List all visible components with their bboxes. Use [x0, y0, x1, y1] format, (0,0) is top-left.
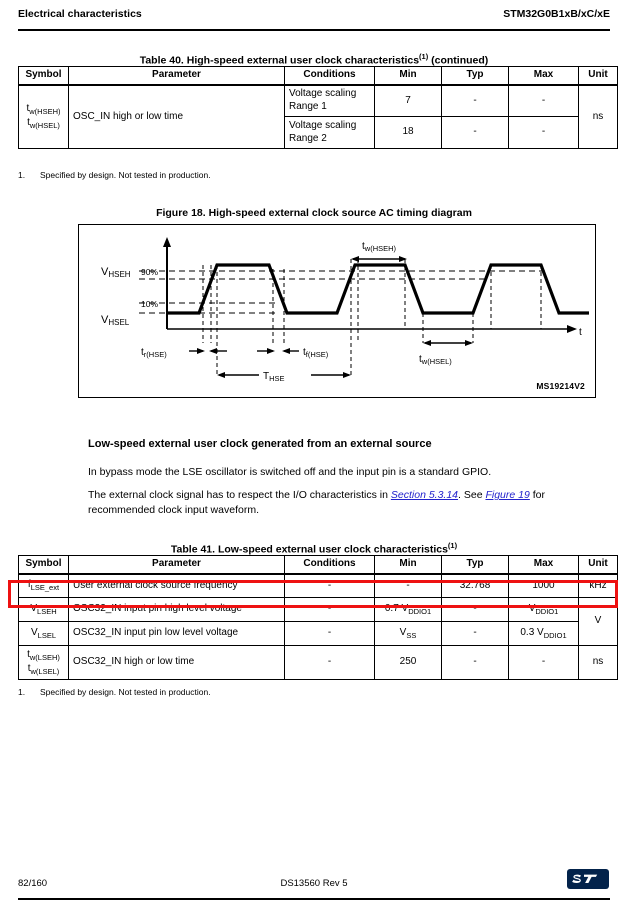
header-rule — [18, 29, 610, 31]
table40-cell-symbol — [19, 85, 69, 149]
table41-cell-max: 0.3 $V_{DDIO1}$ — [509, 622, 579, 646]
table41-cell-max: $V_{DDIO1}$ — [509, 598, 579, 622]
table41-max-subscript: DDIO1 — [535, 606, 559, 616]
table41-symbol-line2: $t_{w(LSEL)}$ — [27, 662, 60, 676]
table41-cell-max: - — [509, 646, 579, 680]
table40-caption — [0, 52, 628, 67]
header-part-number: STM32G0B1xB/xC/xE — [503, 8, 610, 20]
paragraph-2-text-c: for recommended clock input waveform. — [88, 489, 545, 516]
table41-col-conditions: Conditions — [285, 556, 375, 574]
table40-footnote — [18, 170, 211, 180]
table41-min-subscript: DDIO1 — [408, 606, 432, 616]
table40-cell-typ: - — [442, 117, 509, 149]
table41-caption-footnote-marker: (1) — [447, 541, 458, 550]
table41-col-typ: Typ — [442, 556, 509, 574]
table41-cell-unit: ns — [579, 646, 618, 680]
table41-cell-symbol — [19, 646, 69, 680]
footer-document-id: DS13560 Rev 5 — [280, 878, 348, 889]
svg-text:VHSEH: VHSEH — [101, 266, 131, 279]
table41-cell-conditions: - — [285, 574, 375, 598]
footer-page-number: 82/160 — [18, 878, 48, 889]
table41-cell-parameter: User external clock source frequency — [69, 574, 285, 598]
footer-rule — [18, 898, 610, 900]
table40-col-min: Min — [375, 67, 442, 85]
link-figure-19[interactable]: Figure 19 — [485, 489, 530, 501]
table40-conditions-line2: Range 2 — [289, 132, 327, 144]
table41-caption-text: Table 41. Low-speed external user clock characteristics — [170, 543, 448, 556]
table41-symbol-sub: LSE_ext — [30, 583, 60, 593]
table41-cell-unit: kHz — [579, 574, 618, 598]
table40-footnote-number: 1. — [18, 170, 26, 180]
svg-text:THSE: $T_{HSE}$ — [263, 371, 285, 383]
table40-cell-conditions — [285, 85, 375, 117]
table40-conditions-line2: Range 1 — [289, 100, 327, 112]
table41-caption — [0, 541, 628, 556]
table40 — [18, 66, 618, 149]
table41-min-subscript: SS — [406, 630, 417, 640]
table41-row — [19, 646, 618, 680]
table40-cell-unit: ns — [579, 85, 618, 149]
table40-caption-continued: (continued) — [428, 54, 489, 67]
svg-text:t: t — [579, 327, 582, 338]
section-paragraph-1: In bypass mode the LSE oscillator is switched off and the input pin is a standard GPIO. — [88, 466, 492, 478]
svg-text:tr(HSE): $t_{r(HSE)}$ — [141, 347, 167, 359]
table41-cell-min: 250 — [375, 646, 442, 680]
table40-conditions-line1: Voltage scaling — [289, 88, 357, 100]
table41-cell-typ: 32.768 — [442, 574, 509, 598]
table40-caption-text: Table 40. High-speed external user clock characteristics — [139, 54, 420, 67]
table40-cell-parameter: OSC_IN high or low time — [69, 85, 285, 149]
table40-col-typ: Typ — [442, 67, 509, 85]
table41-cell-symbol — [19, 622, 69, 646]
table41-cell-parameter: OSC32_IN input pin high level voltage — [69, 598, 285, 622]
table40-cell-typ: - — [442, 85, 509, 117]
table41-symbol-sub: LSEH — [37, 606, 57, 616]
table40-cell-max: - — [509, 85, 579, 117]
table41-cell-unit: V — [579, 598, 618, 646]
link-section-5-3-14[interactable]: Section 5.3.14 — [390, 489, 459, 501]
table41-footnote — [18, 687, 211, 697]
table40-cell-min: 18 — [375, 117, 442, 149]
table41-cell-typ: - — [442, 598, 509, 622]
svg-text:tw(HSEH): $t_{w(HSEH)}$ — [362, 241, 397, 253]
table40-col-unit: Unit — [579, 67, 618, 85]
table41-cell-parameter: OSC32_IN high or low time — [69, 646, 285, 680]
table40-symbol-sub2: w(HSEL) — [29, 120, 60, 130]
table41-cell-max: 1000 — [509, 574, 579, 598]
table41-max-subscript: DDIO1 — [543, 630, 567, 640]
table41-col-parameter: Parameter — [69, 556, 285, 574]
table41-col-unit: Unit — [579, 556, 618, 574]
svg-text:10%: 10% — [141, 299, 159, 309]
table41-cell-symbol — [19, 598, 69, 622]
table40-conditions-line1: Voltage scaling — [289, 120, 357, 131]
section-heading: Low-speed external user clock generated from an external source — [88, 438, 432, 450]
table41-col-symbol: Symbol — [19, 556, 69, 574]
table41-symbol-line1: $t_{w(LSEH)}$ — [27, 649, 60, 663]
table40-symbol-line2: $t_{w(HSEL)}$ — [27, 116, 60, 130]
table41-row — [19, 574, 618, 598]
table41 — [18, 555, 618, 680]
table41-footnote-number: 1. — [18, 687, 26, 697]
table40-row — [19, 85, 618, 117]
table40-symbol-line1: $t_{w(HSEH)}$ — [26, 103, 61, 117]
table41-cell-symbol — [19, 574, 69, 598]
figure18-timing-diagram — [79, 225, 595, 397]
table41-cell-conditions: - — [285, 622, 375, 646]
table40-col-conditions: Conditions — [285, 67, 375, 85]
table40-footnote-text: Specified by design. Not tested in production. — [40, 170, 211, 180]
table40-cell-min: 7 — [375, 85, 442, 117]
figure18-caption: Figure 18. High-speed external clock source AC timing diagram — [156, 207, 472, 219]
table41-footnote-text: Specified by design. Not tested in production. — [40, 687, 211, 697]
svg-text:tf(HSE): $t_{f(HSE)}$ — [303, 347, 329, 359]
svg-text:tw(HSEL): $t_{w(HSEL)}$ — [419, 354, 452, 366]
table40-symbol-sub1: w(HSEH) — [29, 107, 61, 117]
table40-header-row — [19, 67, 618, 85]
table41-cell-min: 0.7 $V_{DDIO1}$ — [375, 598, 442, 622]
st-logo-icon — [566, 866, 610, 892]
page-running-header — [18, 8, 610, 20]
table41-header-row — [19, 556, 618, 574]
table41-cell-typ: - — [442, 646, 509, 680]
figure18-box — [78, 224, 596, 398]
table41-symbol-base: V — [30, 602, 38, 614]
table41-symbol-base: f — [27, 579, 31, 591]
table40-col-parameter: Parameter — [69, 67, 285, 85]
header-section-title: Electrical characteristics — [18, 8, 142, 20]
table41-cell-conditions: - — [285, 598, 375, 622]
table40-col-max: Max — [509, 67, 579, 85]
table41-cell-min: - — [375, 574, 442, 598]
paragraph-2-text-b: . See — [458, 489, 486, 501]
section-paragraph-2 — [88, 488, 588, 518]
table41-cell-parameter: OSC32_IN input pin low level voltage — [69, 622, 285, 646]
table40-cell-max: - — [509, 117, 579, 149]
table40-caption-footnote-marker: (1) — [419, 52, 429, 61]
table41-col-max: Max — [509, 556, 579, 574]
table41-cell-min: $V_{SS}$ — [375, 622, 442, 646]
paragraph-2-text-a: The external clock signal has to respect the I/O characteristics in — [88, 489, 391, 501]
figure18-id-label: MS19214V2 — [536, 381, 585, 391]
table41-symbol-base: V — [30, 626, 38, 638]
table41-symbol-sub: LSEL — [37, 630, 57, 640]
svg-text:VHSEL: VHSEL — [101, 314, 130, 327]
table41-cell-conditions: - — [285, 646, 375, 680]
table41-col-min: Min — [375, 556, 442, 574]
svg-text:90%: 90% — [141, 267, 159, 277]
table40-col-symbol: Symbol — [19, 67, 69, 85]
table40-cell-conditions — [285, 117, 375, 149]
table41-row — [19, 622, 618, 646]
table41-row — [19, 598, 618, 622]
table41-cell-typ: - — [442, 622, 509, 646]
